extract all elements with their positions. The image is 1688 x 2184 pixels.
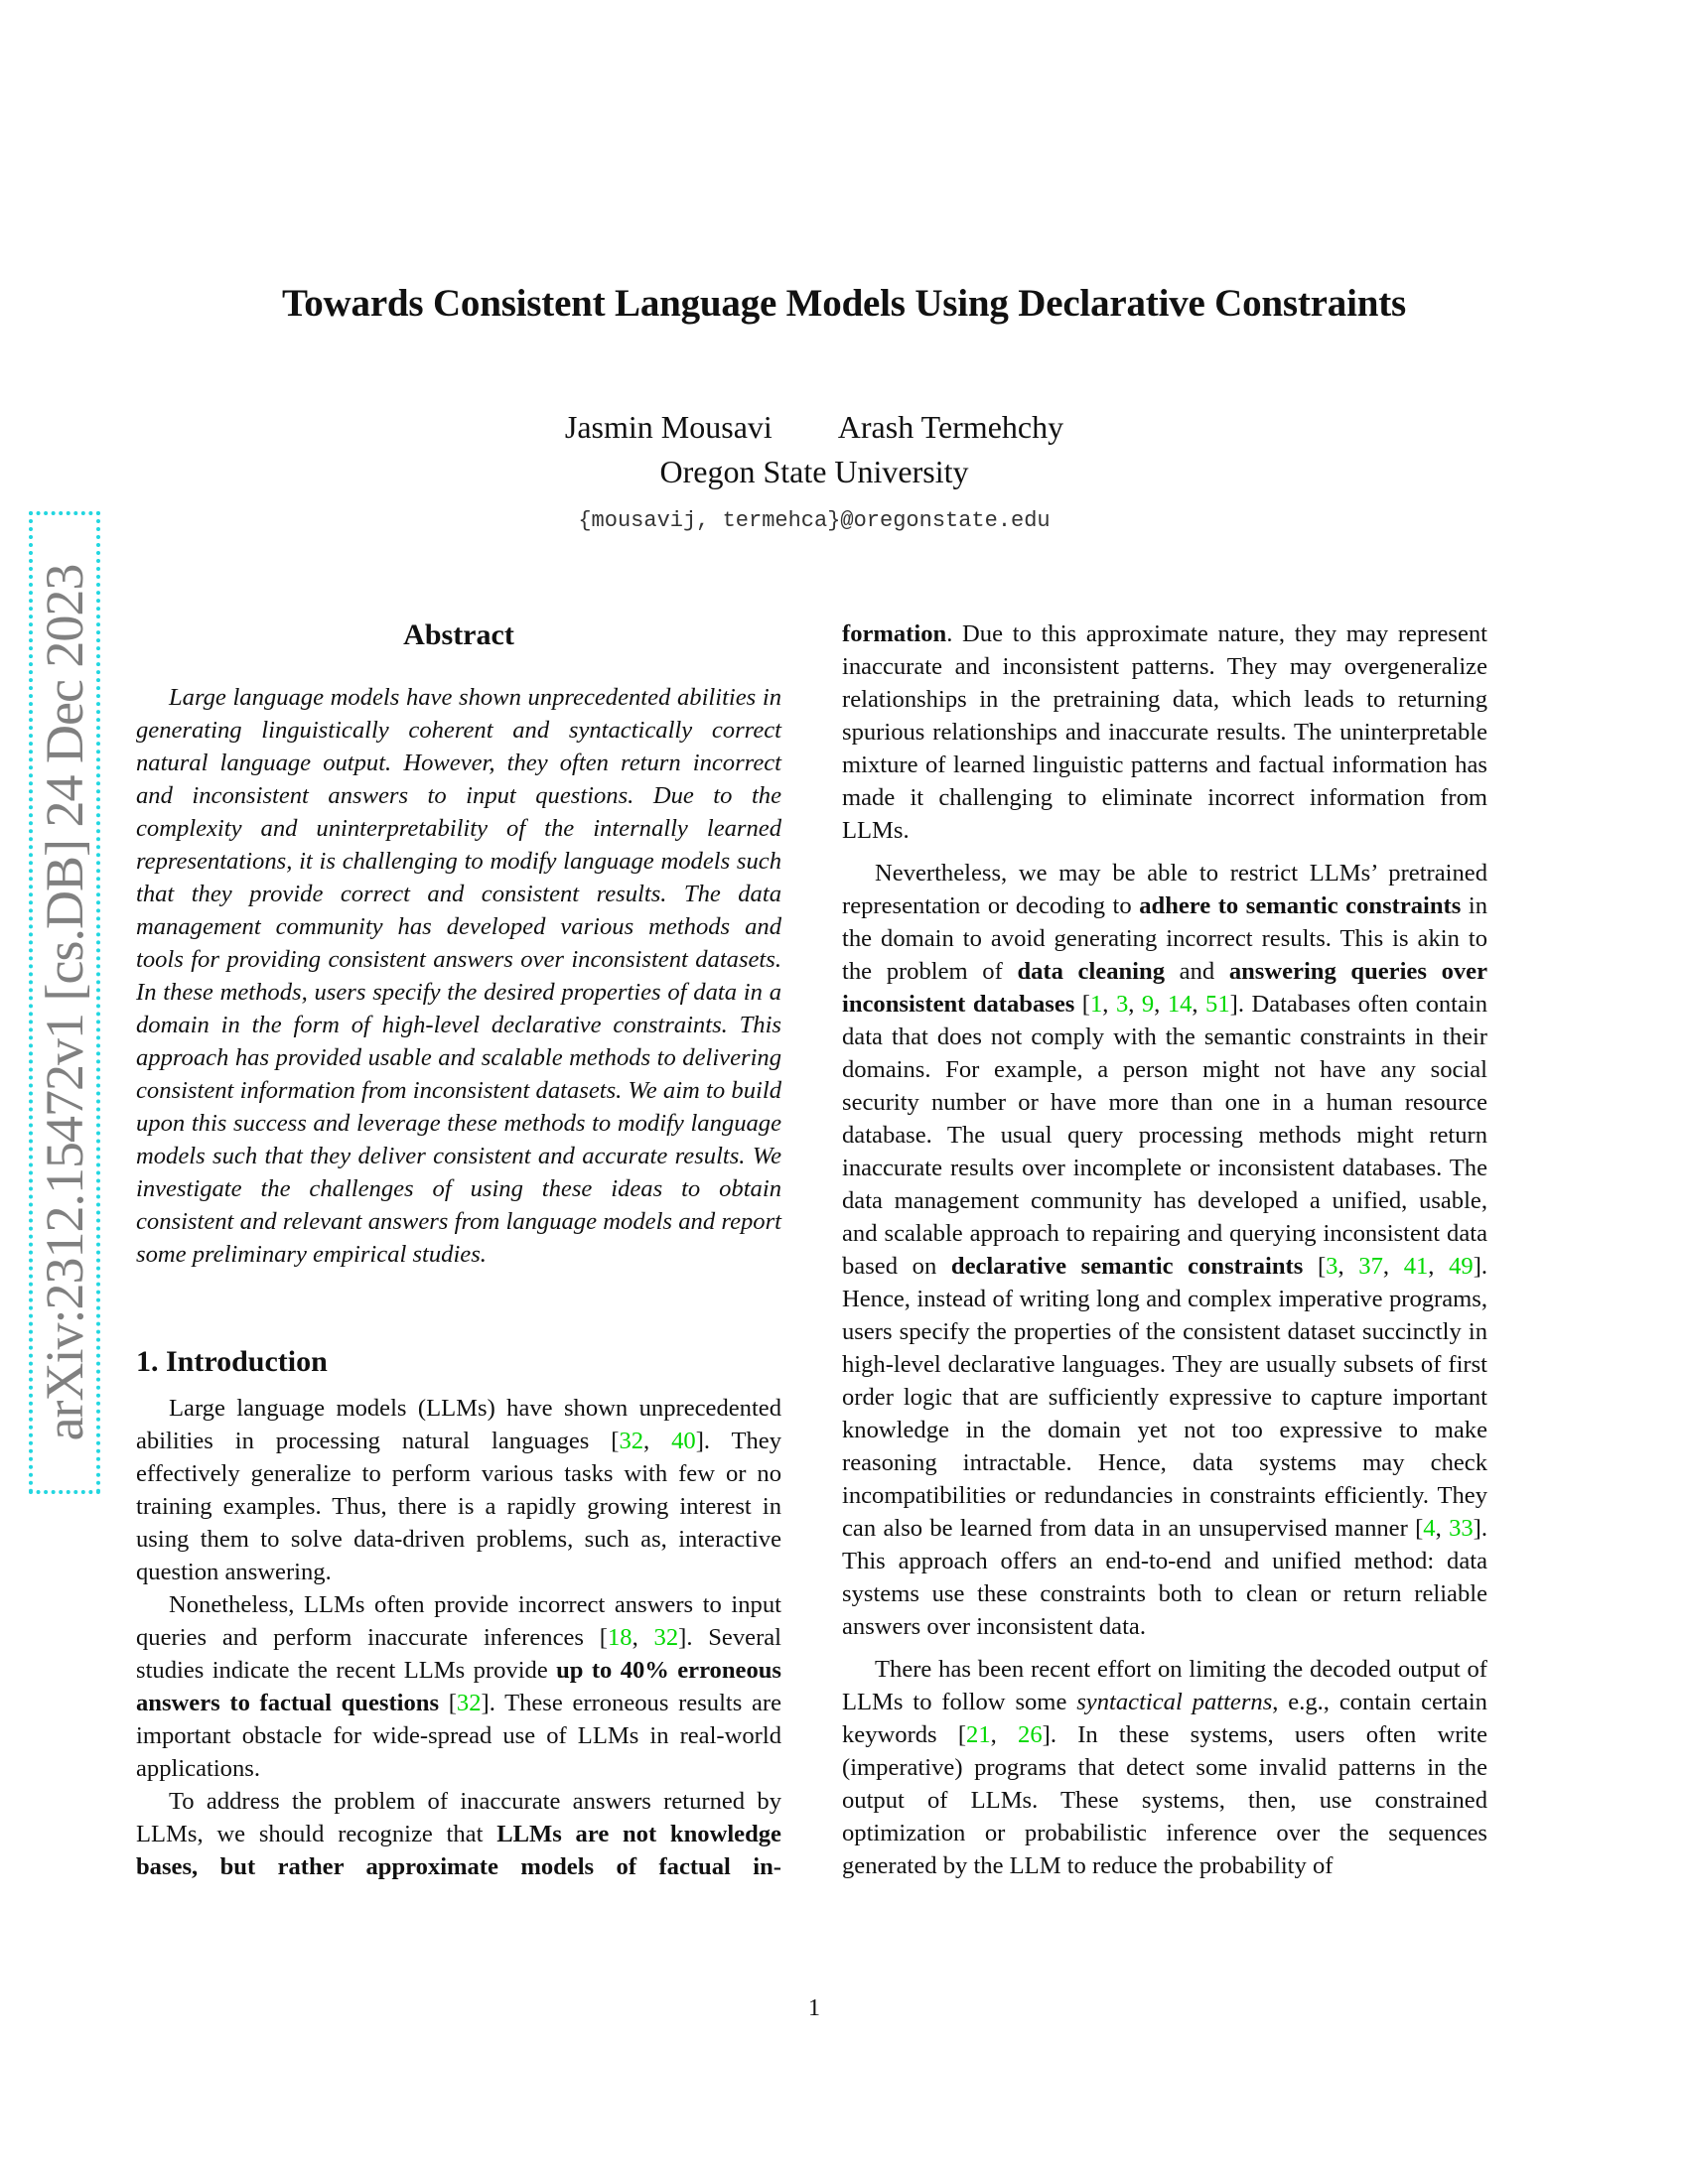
- text-run: Nonetheless, LLMs often provide incorrect answers to input queries and perform inaccurate inferences [: [136, 1591, 781, 1651]
- emphasis-italic: syntactical patterns: [1076, 1689, 1273, 1715]
- citation-link[interactable]: 26: [1018, 1721, 1043, 1748]
- emphasis-bold: up to 40% erroneous answers to factual questions: [136, 1657, 781, 1716]
- text-run: . Due to this approximate nature, they may represent inaccurate and inconsistent patterns. They may overgeneralize relationships in the pretraining data, which leads to returning spurious relationships and inaccurate results. The uninterpretable mixture of learned linguistic patterns and factual information has made it challenging to eliminate incorrect information from LLMs.: [842, 620, 1487, 844]
- text-run: Large language models (LLMs) have shown unprecedented abilities in processing natural languages [: [136, 1395, 781, 1454]
- citation-link[interactable]: 41: [1403, 1253, 1429, 1280]
- arxiv-identifier: arXiv:2312.15472v1 [cs.DB] 24 Dec 2023: [35, 564, 94, 1441]
- text-run: ]. In these systems, users often write (imperative) programs that detect some invalid patterns in the output of LLMs. These systems, then, use constrained optimization or probabilistic inference over the sequences generated by the LLM to reduce the probability of: [842, 1721, 1487, 1879]
- text-run: in the domain to avoid generating incorrect results. This is akin to the problem of: [842, 892, 1487, 985]
- text-run: [: [1303, 1253, 1327, 1280]
- text-run: ]. They effectively generalize to perform various tasks with few or no training examples. Thus, there is a rapidly growing interest in using them to solve data-driven problems, such as, interactive question answering.: [136, 1428, 782, 1585]
- section-heading-introduction: 1. Introduction: [136, 1345, 328, 1378]
- citation-link[interactable]: 49: [1449, 1253, 1474, 1280]
- text-run: [: [439, 1690, 457, 1716]
- intro-paragraph-4: Nevertheless, we may be able to restrict LLMs’ pretrained representation or decoding to adhere to semantic constraints in the domain to avoid generating incorrect results. This is akin to the problem of data cleaning and answering queries over inconsistent databases [1, 3, 9, 14, 51]. Databases often contain data that does not comply with the semantic constraints in their domains. For example, a person might not have any social security number or have more than one in a human resource database. The usual query processing methods might return inaccurate results over incomplete or inconsistent databases. The data management community has developed a unified, usable, and scalable approach to repairing and querying inconsistent data based on declarative semantic constraints [3, 37, 41, 49]. Hence, instead of writing long and complex imperative programs, users specify the properties of the consistent dataset succinctly in high-level declarative languages. They are usually subsets of first order logic that are sufficiently expressive to capture important knowledge in the domain yet not too expressive to make reasoning intractable. Hence, data systems may check incompatibilities or redundancies in constraints efficiently. They can also be learned from data in an unsupervised manner [4, 33]. This approach offers an end-to-end and unified method: data systems use these constraints both to clean or return reliable answers over inconsistent data.: [842, 860, 1488, 1640]
- text-run: Nevertheless, we may be able to restrict LLMs’ pretrained representation or decoding to: [842, 860, 1487, 919]
- paper-title: Towards Consistent Language Models Using Declarative Constraints: [282, 282, 1406, 325]
- text-run: ]. Databases often contain data that does not comply with the semantic constraints in their domains. For example, a person might not have any social security number or have more than one in a human resource database. The usual query processing methods might return inaccurate results over incomplete or inconsistent databases. The data management community has developed a unified, usable, and scalable approach to repairing and querying inconsistent data based on: [842, 991, 1488, 1280]
- citation-link[interactable]: 1: [1090, 991, 1103, 1018]
- affiliation: Oregon State University: [659, 454, 969, 489]
- abstract-heading: Abstract: [403, 618, 514, 651]
- emphasis-bold: answering queries over inconsistent databases: [842, 958, 1487, 1018]
- intro-paragraph-3-cont: [842, 617, 1487, 847]
- citation-link[interactable]: 51: [1205, 991, 1230, 1018]
- citation-link[interactable]: 3: [1326, 1253, 1338, 1280]
- right-column: [842, 617, 1487, 1882]
- citation-link[interactable]: 18: [607, 1624, 633, 1651]
- text-run: [: [1074, 991, 1090, 1018]
- page-number: 1: [808, 1995, 820, 2021]
- citation-link[interactable]: 14: [1167, 991, 1193, 1018]
- emphasis-bold: declarative semantic constraints: [950, 1253, 1304, 1280]
- citation-link[interactable]: 32: [653, 1624, 679, 1651]
- citation-link[interactable]: 32: [619, 1428, 644, 1454]
- emphasis-bold: LLMs are not knowledge bases, but rather approximate models of factual in-: [136, 1821, 781, 1880]
- citation-link[interactable]: 21: [966, 1721, 991, 1748]
- author-email: {mousavij, termehca}@oregonstate.edu: [578, 508, 1051, 533]
- emphasis-bold: formation: [842, 620, 947, 647]
- text-run: ,: [632, 1624, 654, 1651]
- author-name: Arash Termehchy: [837, 409, 1064, 445]
- citation-link[interactable]: 37: [1358, 1253, 1383, 1280]
- text-run: ,: [643, 1428, 672, 1454]
- citation-link[interactable]: 32: [456, 1690, 482, 1716]
- text-run: ]. This approach offers an end-to-end and unified method: data systems use these constraints both to clean or return reliable answers over inconsistent data.: [842, 1515, 1487, 1640]
- abstract-body: Large language models have shown unprecedented abilities in generating linguistically coherent and syntactically correct natural language output. However, they often return incorrect and inconsistent answers to input questions. Due to the complexity and uninterpretability of the internally learned representations, it is challenging to modify language models such that they provide correct and consistent results. The data management community has developed various methods and tools for providing consistent answers over inconsistent datasets. In these methods, users specify the desired properties of data in a domain in the form of high-level declarative constraints. This approach has provided usable and scalable methods to delivering consistent information from inconsistent datasets. We aim to build upon this success and leverage these methods to modify language models such that they deliver consistent and accurate results. We investigate the challenges of using these ideas to obtain consistent and relevant answers from language models and report some preliminary empirical studies.: [136, 684, 781, 1268]
- emphasis-bold: data cleaning: [1017, 958, 1165, 985]
- citation-link[interactable]: 3: [1115, 991, 1129, 1018]
- citation-link[interactable]: 33: [1449, 1515, 1474, 1542]
- emphasis-bold: adhere to semantic constraints: [1139, 892, 1462, 919]
- text-run: and: [1165, 958, 1229, 985]
- author-list: [0, 409, 1628, 446]
- text-run: There has been recent effort on limiting the decoded output of LLMs to follow some: [842, 1656, 1487, 1715]
- citation-link[interactable]: 4: [1423, 1515, 1436, 1542]
- author-name: Jasmin Mousavi: [564, 409, 773, 445]
- text-run: ]. These erroneous results are important obstacle for wide-spread use of LLMs in real-world applications.: [136, 1690, 782, 1782]
- left-column: [136, 617, 781, 1883]
- citation-link[interactable]: 9: [1141, 991, 1155, 1018]
- arxiv-stamp: [29, 511, 100, 1494]
- citation-link[interactable]: 40: [671, 1428, 696, 1454]
- intro-paragraph-3-start: [136, 1785, 781, 1883]
- text-run: To address the problem of inaccurate answers returned by LLMs, we should recognize that: [136, 1788, 781, 1847]
- text-run: , e.g., contain certain keywords [: [842, 1689, 1487, 1748]
- intro-paragraph-2: [136, 1588, 781, 1785]
- intro-paragraph-5: There has been recent effort on limiting the decoded output of LLMs to follow some syntactical patterns, e.g., contain certain keywords [21, 26]. In these systems, users often write (imperative) programs that detect some invalid patterns in the output of LLMs. These systems, then, use constrained optimization or probabilistic inference over the sequences generated by the LLM to reduce the probability of: [842, 1656, 1487, 1879]
- intro-paragraph-1: [136, 1392, 781, 1588]
- text-run: ]. Hence, instead of writing long and complex imperative programs, users specify the properties of the consistent dataset succinctly in high-level declarative languages. They are usually subsets of first order logic that are sufficiently expressive to capture important knowledge in the domain yet not too expressive to make reasoning intractable. Hence, data systems may check incompatibilities or redundancies in constraints efficiently. They can also be learned from data in an unsupervised manner [: [842, 1253, 1488, 1542]
- text-run: ]. Several studies indicate the recent LLMs provide: [136, 1624, 782, 1684]
